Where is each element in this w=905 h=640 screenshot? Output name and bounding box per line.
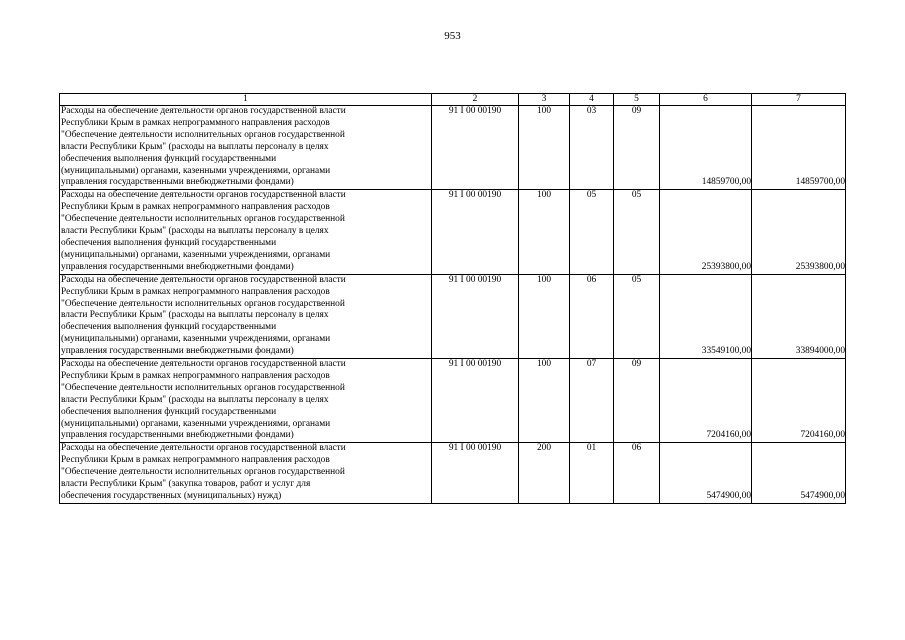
section-code: 06 <box>570 274 614 358</box>
amount-column-7: 7204160,00 <box>752 359 846 443</box>
amount-column-7: 5474900,00 <box>752 443 846 504</box>
column-header-4: 4 <box>570 94 614 106</box>
amount-column-6: 5474900,00 <box>660 443 752 504</box>
column-header-5: 5 <box>614 94 660 106</box>
table-row <box>60 443 846 504</box>
column-header-7: 7 <box>752 94 846 106</box>
expense-description: Расходы на обеспечение деятельности органов государственной власти Республики Крым в рамках непрограммного направления расходов "Обеспечение деятельности исполнительных органов государственной власти Республики Крым" (расходы на выплаты персоналу в целях обеспечения выполнения функций государственными (муниципальными) органами, казенными учреждениями, органами управления государственными внебюджетными фондами) <box>60 359 432 443</box>
column-header-6: 6 <box>660 94 752 106</box>
column-header-3: 3 <box>519 94 570 106</box>
amount-column-6: 7204160,00 <box>660 359 752 443</box>
column-header-2: 2 <box>432 94 519 106</box>
subsection-code: 09 <box>614 106 660 190</box>
table-row <box>60 106 846 190</box>
column-header-1: 1 <box>60 94 432 106</box>
page-number: 953 <box>444 30 461 42</box>
section-code: 03 <box>570 106 614 190</box>
expense-type-code: 100 <box>519 106 570 190</box>
expense-description: Расходы на обеспечение деятельности органов государственной власти Республики Крым в рамках непрограммного направления расходов "Обеспечение деятельности исполнительных органов государственной власти Республики Крым" (расходы на выплаты персоналу в целях обеспечения выполнения функций государственными (муниципальными) органами, казенными учреждениями, органами управления государственными внебюджетными фондами) <box>60 106 432 190</box>
table-row <box>60 190 846 274</box>
amount-column-7: 25393800,00 <box>752 190 846 274</box>
expense-type-code: 100 <box>519 190 570 274</box>
table-row <box>60 274 846 358</box>
target-article-code: 91 I 00 00190 <box>432 443 519 504</box>
expense-type-code: 100 <box>519 359 570 443</box>
table-header-row <box>60 94 846 106</box>
subsection-code: 06 <box>614 443 660 504</box>
target-article-code: 91 I 00 00190 <box>432 274 519 358</box>
amount-column-6: 14859700,00 <box>660 106 752 190</box>
budget-table <box>59 93 846 504</box>
target-article-code: 91 I 00 00190 <box>432 190 519 274</box>
target-article-code: 91 I 00 00190 <box>432 106 519 190</box>
subsection-code: 05 <box>614 190 660 274</box>
expense-description: Расходы на обеспечение деятельности органов государственной власти Республики Крым в рамках непрограммного направления расходов "Обеспечение деятельности исполнительных органов государственной власти Республики Крым" (закупка товаров, работ и услуг для обеспечения государственных (муниципальных) нужд) <box>60 443 432 504</box>
target-article-code: 91 I 00 00190 <box>432 359 519 443</box>
expense-description: Расходы на обеспечение деятельности органов государственной власти Республики Крым в рамках непрограммного направления расходов "Обеспечение деятельности исполнительных органов государственной власти Республики Крым" (расходы на выплаты персоналу в целях обеспечения выполнения функций государственными (муниципальными) органами, казенными учреждениями, органами управления государственными внебюджетными фондами) <box>60 274 432 358</box>
table-row <box>60 359 846 443</box>
expense-type-code: 100 <box>519 274 570 358</box>
subsection-code: 09 <box>614 359 660 443</box>
subsection-code: 05 <box>614 274 660 358</box>
amount-column-7: 14859700,00 <box>752 106 846 190</box>
expense-description: Расходы на обеспечение деятельности органов государственной власти Республики Крым в рамках непрограммного направления расходов "Обеспечение деятельности исполнительных органов государственной власти Республики Крым" (расходы на выплаты персоналу в целях обеспечения выполнения функций государственными (муниципальными) органами, казенными учреждениями, органами управления государственными внебюджетными фондами) <box>60 190 432 274</box>
section-code: 07 <box>570 359 614 443</box>
amount-column-6: 25393800,00 <box>660 190 752 274</box>
section-code: 01 <box>570 443 614 504</box>
amount-column-7: 33894000,00 <box>752 274 846 358</box>
expense-type-code: 200 <box>519 443 570 504</box>
amount-column-6: 33549100,00 <box>660 274 752 358</box>
section-code: 05 <box>570 190 614 274</box>
